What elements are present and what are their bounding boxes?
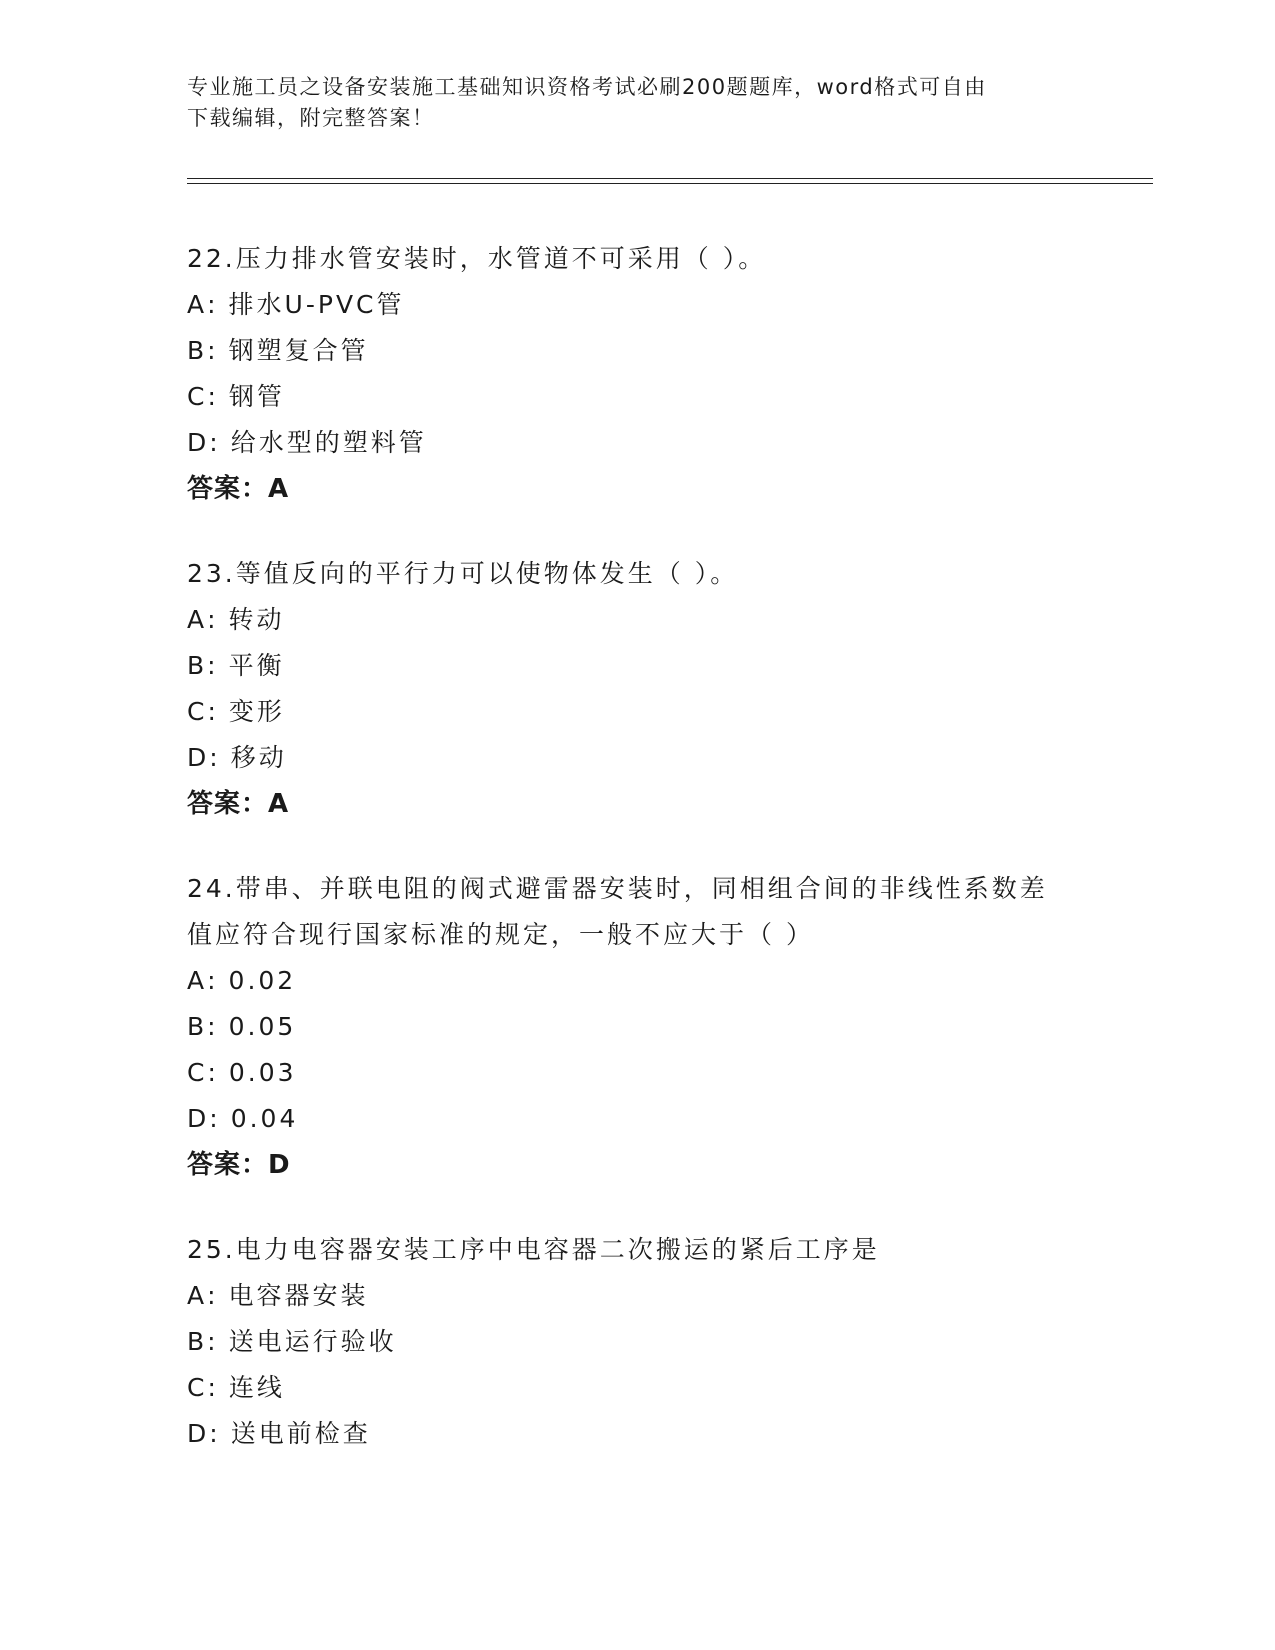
- question-stem: 23.等值反向的平行力可以使物体发生（ ）。: [187, 559, 739, 588]
- answer: 答案：A: [187, 474, 290, 504]
- option-text: 送电前检查: [230, 1419, 371, 1448]
- option-b: B: 钢塑复合管: [187, 328, 1087, 374]
- option-text: 转动: [228, 605, 285, 634]
- option-text: 电容器安装: [228, 1281, 369, 1310]
- option-letter: C: [187, 382, 208, 411]
- option-letter: D: [187, 743, 210, 772]
- option-text: 排水U-PVC管: [228, 290, 405, 319]
- document-header: [187, 72, 1067, 134]
- header-divider-top: [187, 178, 1153, 179]
- question-stem-continued: 值应符合现行国家标准的规定，一般不应大于（ ）: [187, 920, 814, 949]
- option-letter: D: [187, 1419, 210, 1448]
- header-line-1: 专业施工员之设备安装施工基础知识资格考试必刷200题题库，word格式可自由: [187, 75, 987, 99]
- option-letter: C: [187, 1058, 208, 1087]
- header-line-2: 下载编辑，附完整答案！: [187, 106, 435, 130]
- option-a: A: 电容器安装: [187, 1273, 1087, 1319]
- question-stem: 22.压力排水管安装时，水管道不可采用（ ）。: [187, 244, 767, 273]
- option-b: B: 送电运行验收: [187, 1319, 1087, 1365]
- option-text: 变形: [228, 697, 285, 726]
- option-c: C: 钢管: [187, 374, 1087, 420]
- option-letter: A: [187, 290, 208, 319]
- option-letter: C: [187, 1373, 208, 1402]
- option-text: 送电运行验收: [228, 1327, 397, 1356]
- option-d: D: 移动: [187, 735, 1087, 781]
- option-text: 0.04: [230, 1104, 299, 1133]
- option-letter: B: [187, 651, 208, 680]
- option-a: A: 转动: [187, 597, 1087, 643]
- option-b: B: 0.05: [187, 1004, 1087, 1050]
- option-text: 给水型的塑料管: [230, 428, 427, 457]
- option-d: D: 送电前检查: [187, 1411, 1087, 1457]
- option-a: A: 0.02: [187, 958, 1087, 1004]
- option-letter: A: [187, 1281, 208, 1310]
- option-text: 0.02: [228, 966, 297, 995]
- option-c: C: 0.03: [187, 1050, 1087, 1096]
- option-text: 移动: [230, 743, 287, 772]
- question-24: [187, 866, 1087, 1188]
- option-letter: A: [187, 605, 208, 634]
- option-text: 连线: [228, 1373, 285, 1402]
- option-text: 0.03: [228, 1058, 297, 1087]
- option-letter: B: [187, 1012, 208, 1041]
- option-text: 钢塑复合管: [228, 336, 369, 365]
- option-text: 0.05: [228, 1012, 297, 1041]
- answer: 答案：A: [187, 789, 290, 819]
- option-c: C: 连线: [187, 1365, 1087, 1411]
- option-letter: D: [187, 1104, 210, 1133]
- header-divider-bottom: [187, 183, 1153, 184]
- option-letter: A: [187, 966, 208, 995]
- question-23: [187, 551, 1087, 827]
- option-letter: D: [187, 428, 210, 457]
- option-d: D: 0.04: [187, 1096, 1087, 1142]
- option-letter: B: [187, 1327, 208, 1356]
- question-22: [187, 236, 1087, 512]
- option-text: 钢管: [228, 382, 285, 411]
- question-stem: 24.带串、并联电阻的阀式避雷器安装时，同相组合间的非线性系数差: [187, 874, 1048, 903]
- question-stem: 25.电力电容器安装工序中电容器二次搬运的紧后工序是: [187, 1235, 880, 1264]
- option-letter: C: [187, 697, 208, 726]
- question-25: [187, 1227, 1087, 1457]
- option-d: D: 给水型的塑料管: [187, 420, 1087, 466]
- option-b: B: 平衡: [187, 643, 1087, 689]
- option-letter: B: [187, 336, 208, 365]
- option-c: C: 变形: [187, 689, 1087, 735]
- question-list: [187, 236, 1087, 1496]
- option-text: 平衡: [228, 651, 285, 680]
- answer: 答案：D: [187, 1150, 291, 1180]
- option-a: A: 排水U-PVC管: [187, 282, 1087, 328]
